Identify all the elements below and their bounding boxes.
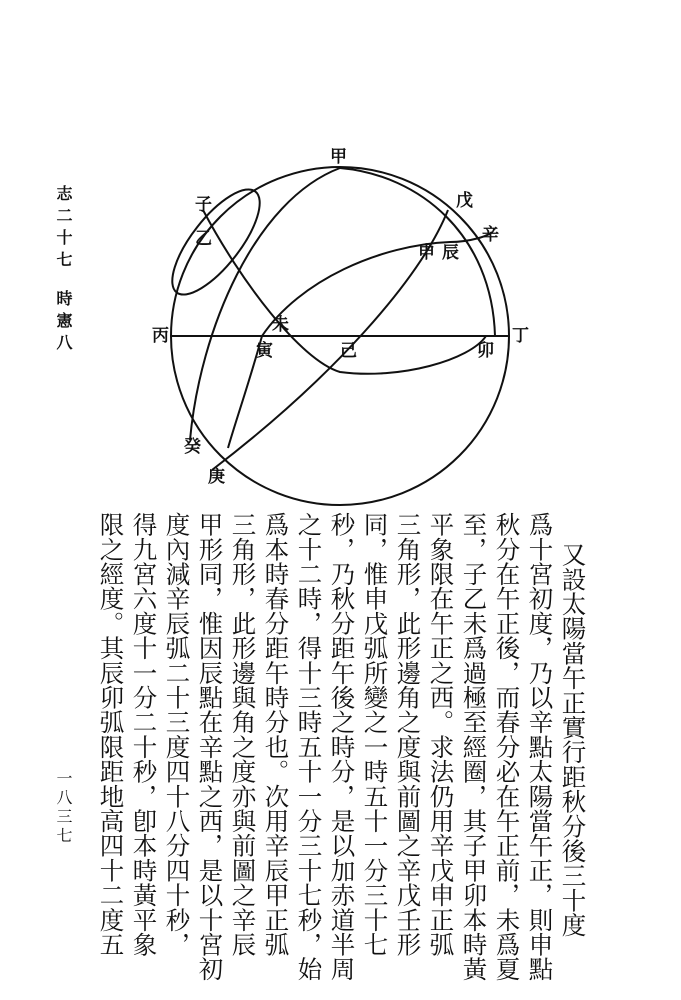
- label-xin: 辛: [482, 225, 499, 245]
- text-column-10: 爲本時春分距午時分也。次用辛辰甲正弧: [261, 512, 291, 957]
- label-gui: 癸: [184, 437, 201, 457]
- text-column-15: 限之經度。其辰卯弧限距地高四十二度五: [96, 512, 126, 957]
- text-column-8: 秒，乃秋分距午後之時分，是以加赤道半周: [327, 512, 357, 982]
- page-number: 一八三七: [54, 770, 73, 846]
- label-jia: 甲: [330, 147, 347, 167]
- label-bing: 丙: [152, 326, 169, 346]
- label-yi: 乙: [195, 229, 212, 249]
- text-column-11: 三角形，此形邊與角之度亦與前圖之辛辰: [228, 512, 258, 957]
- label-mao: 卯: [477, 341, 494, 361]
- text-column-3: 秋分在午正後，而春分必在午正前，未爲夏: [492, 512, 522, 982]
- text-column-1: 又設太陽當午正實行距秋分後三十度: [558, 542, 588, 938]
- label-wei: 未: [272, 315, 289, 335]
- text-column-9: 之十二時，得十三時五十一分三十七秒，始: [294, 512, 324, 982]
- label-ji: 己: [340, 341, 357, 361]
- chapter-heading: 志二十七: [54, 185, 73, 273]
- text-column-4: 至，子乙未爲過極至經圈，其子甲卯本時黃: [459, 512, 489, 982]
- section-heading: 時憲八: [54, 290, 73, 356]
- text-column-2: 爲十宮初度，乃以辛點太陽當午正，則申點: [525, 512, 555, 982]
- label-shen: 申: [418, 243, 435, 263]
- text-column-13: 度內減辛辰弧二十三度四十八分四十秒，: [162, 512, 192, 957]
- label-xu: 戊: [456, 191, 473, 211]
- label-zi: 子: [195, 195, 212, 215]
- text-column-12: 甲形同，惟因辰點在辛點之西，是以十宮初: [195, 512, 225, 982]
- label-geng: 庚: [208, 467, 225, 487]
- text-column-6: 三角形，此形邊角之度與前圖之辛戊壬形: [393, 512, 423, 957]
- label-ding: 丁: [512, 326, 529, 346]
- arc-xu-geng: [212, 210, 448, 470]
- text-column-7: 同，惟申戊弧所變之一時五十一分三十七: [360, 512, 390, 957]
- text-column-14: 得九宮六度十一分二十秒，卽本時黃平象: [129, 512, 159, 957]
- label-chen: 辰: [442, 243, 459, 263]
- label-yin: 寅: [256, 341, 273, 361]
- text-column-5: 平象限在午正之西。求法仍用辛戊申正弧: [426, 512, 456, 957]
